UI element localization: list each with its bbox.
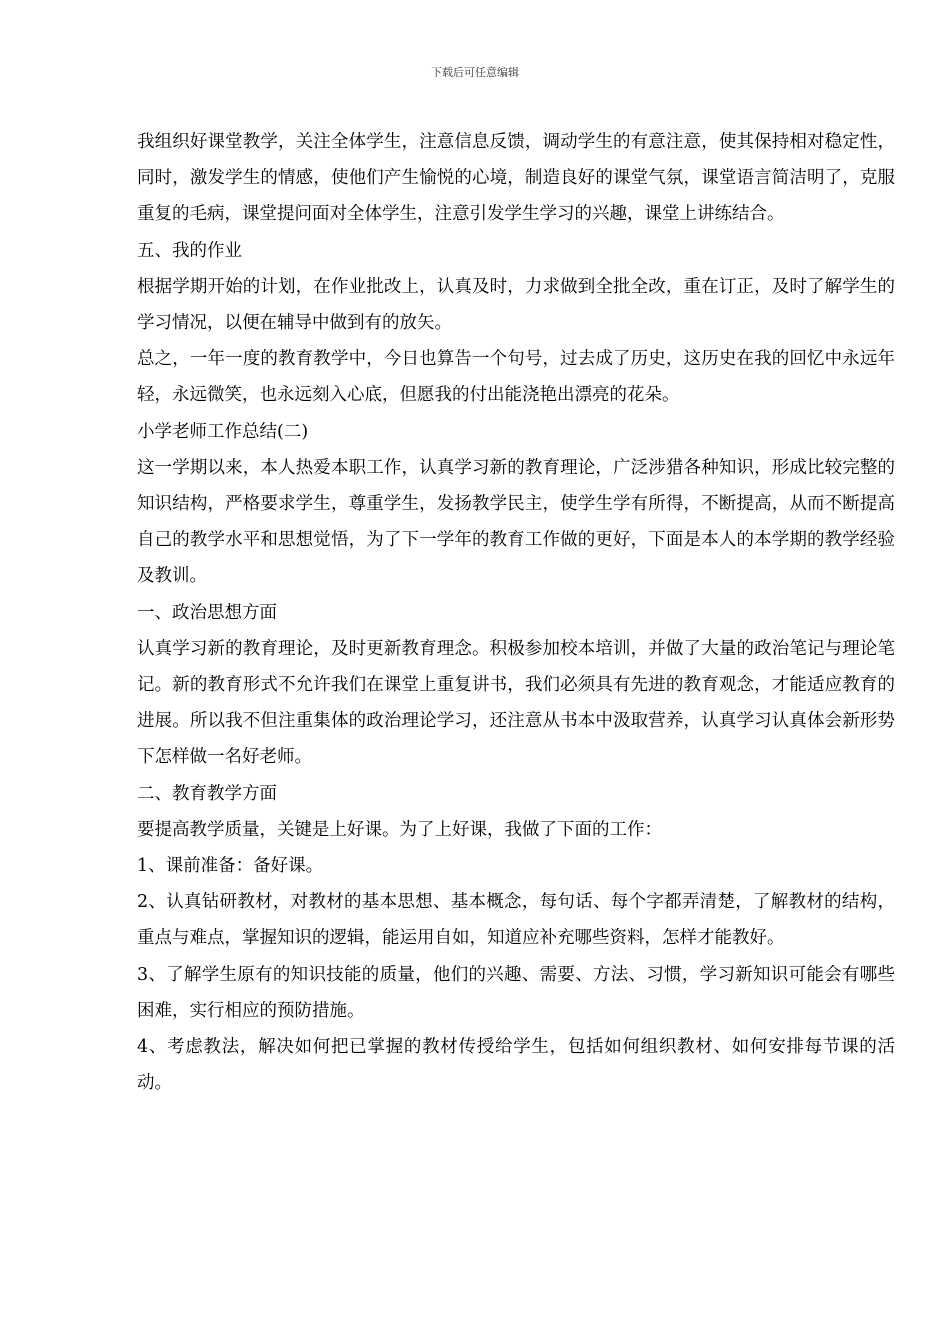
list-item-2: 2、认真钻研教材，对教材的基本思想、基本概念，每句话、每个字都弄清楚，了解教材的结构，重点与难点，掌握知识的逻辑，能运用自如，知道应补充哪些资料，怎样才能教好。 xyxy=(137,892,895,949)
list-item-4: 4、考虑教法，解决如何把已掌握的教材传授给学生，包括如何组织教材、如何安排每节课的活动。 xyxy=(137,1037,895,1094)
paragraph-political-study: 认真学习新的教育理论，及时更新教育理念。积极参加校本培训，并做了大量的政治笔记与理论笔记。新的教育形式不允许我们在课堂上重复讲书，我们必须具有先进的教育观念，才能适应教育的进展。所以我不但注重集体的政治理论学习，还注意从书本中汲取营养，认真学习认真体会新形势下怎样做一名好老师。 xyxy=(137,638,895,768)
heading-political-thought: 一、政治思想方面 xyxy=(137,602,277,623)
paragraph-semester-intro: 这一学期以来，本人热爱本职工作，认真学习新的教育理论，广泛涉猎各种知识，形成比较完整的知识结构，严格要求学生，尊重学生，发扬教学民主，使学生学有所得，不断提高，从而不断提高自己的教学水平和思想觉悟，为了下一学年的教育工作做的更好，下面是本人的本学期的教学经验及教训。 xyxy=(137,457,895,587)
heading-summary-two: 小学老师工作总结(二) xyxy=(137,421,309,442)
heading-education-teaching: 二、教育教学方面 xyxy=(137,783,277,804)
document-body xyxy=(137,124,895,1101)
paragraph-classroom-teaching: 我组织好课堂教学，关注全体学生，注意信息反馈，调动学生的有意注意，使其保持相对稳定性，同时，激发学生的情感，使他们产生愉悦的心境，制造良好的课堂气氛，课堂语言简洁明了，克服重复的毛病，课堂提问面对全体学生，注意引发学生学习的兴趣，课堂上讲练结合。 xyxy=(137,132,895,225)
page-header-note: 下载后可任意编辑 xyxy=(431,66,519,79)
paragraph-homework-plan: 根据学期开始的计划，在作业批改上，认真及时，力求做到全批全改，重在订正，及时了解学生的学习情况，以便在辅导中做到有的放矢。 xyxy=(137,276,895,334)
paragraph-teaching-quality: 要提高教学质量，关键是上好课。为了上好课，我做了下面的工作： xyxy=(137,819,662,840)
heading-my-homework: 五、我的作业 xyxy=(137,240,242,261)
list-item-3: 3、了解学生原有的知识技能的质量，他们的兴趣、需要、方法、习惯，学习新知识可能会有哪些困难，实行相应的预防措施。 xyxy=(137,964,895,1021)
paragraph-conclusion: 总之，一年一度的教育教学中，今日也算告一个句号，过去成了历史，这历史在我的回忆中永远年轻，永远微笑，也永远刻入心底，但愿我的付出能浇艳出漂亮的花朵。 xyxy=(137,349,895,406)
list-item-1: 1、课前准备：备好课。 xyxy=(137,856,324,877)
